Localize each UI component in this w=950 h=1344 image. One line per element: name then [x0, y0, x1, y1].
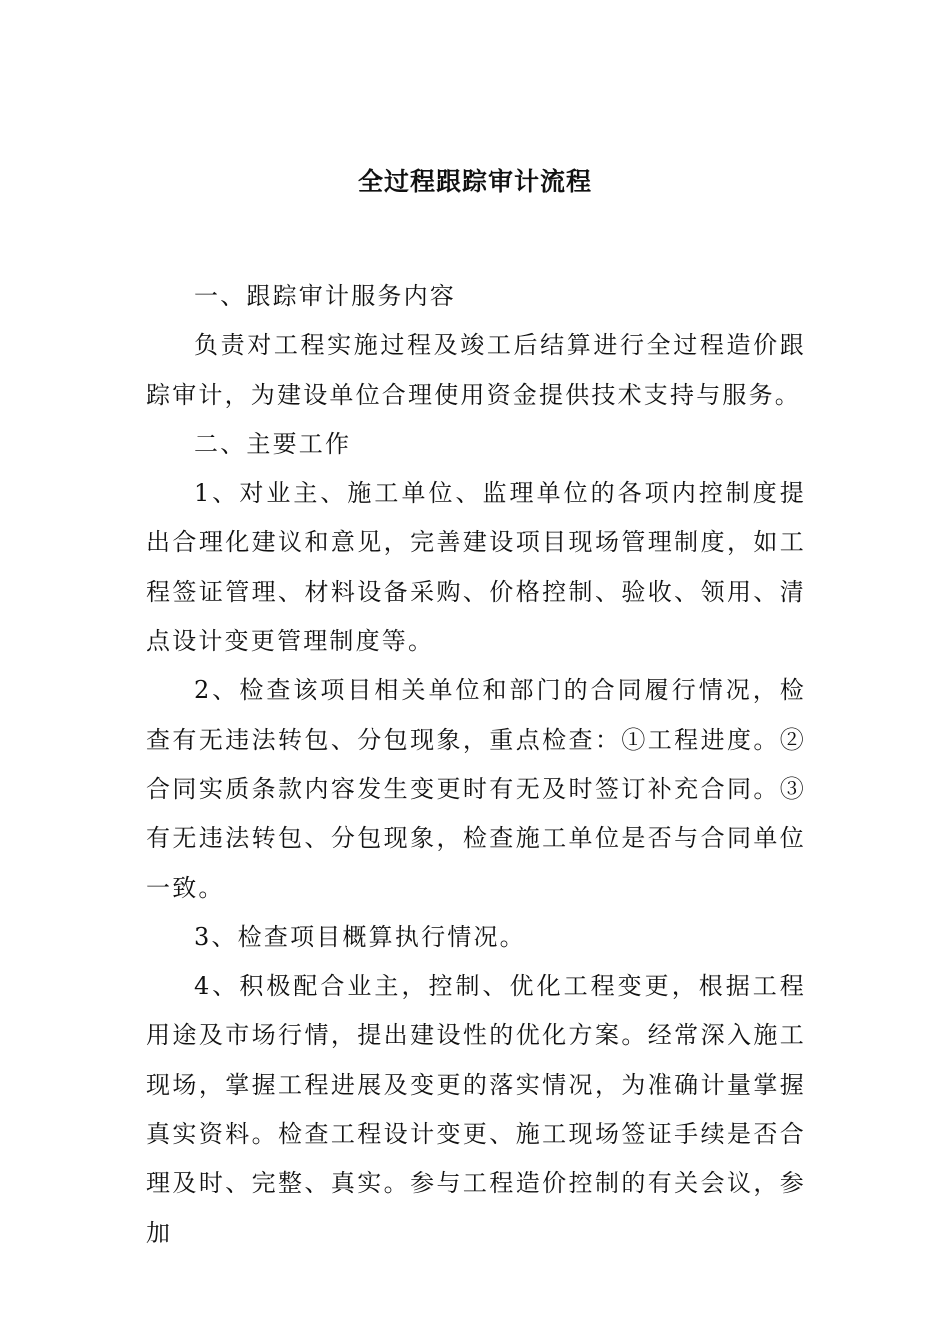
section-heading-main-work: 二、主要工作 — [194, 429, 352, 458]
section-heading-service-content: 一、跟踪审计服务内容 — [194, 282, 456, 310]
document-title: 全过程跟踪审计流程 — [357, 167, 592, 196]
paragraph-service-description: 负责对工程实施过程及竣工后结算进行全过程造价跟踪审计，为建设单位合理使用资金提供技术支持与服务。 — [146, 331, 806, 409]
paragraph-item-1: 1、对业主、施工单位、监理单位的各项内控制度提出合理化建议和意见，完善建设项目现场管理制度，如工程签证管理、材料设备采购、价格控制、验收、领用、清点设计变更管理制度等。 — [146, 479, 806, 656]
paragraph-item-4: 4、积极配合业主，控制、优化工程变更，根据工程用途及市场行情，提出建设性的优化方案。经常深入施工现场，掌握工程进展及变更的落实情况，为准确计量掌握真实资料。检查工程设计变更、施工现场签证手续是否合理及时、完整、真实。参与工程造价控制的有关会议，参加 — [146, 972, 806, 1247]
paragraph-item-3: 3、检查项目概算执行情况。 — [194, 922, 526, 951]
document-body — [146, 272, 806, 1258]
paragraph-item-2: 2、检查该项目相关单位和部门的合同履行情况，检查有无违法转包、分包现象，重点检查：①工程进度。②合同实质条款内容发生变更时有无及时签订补充合同。③有无违法转包、分包现象，检查施工单位是否与合同单位一致。 — [146, 676, 806, 902]
